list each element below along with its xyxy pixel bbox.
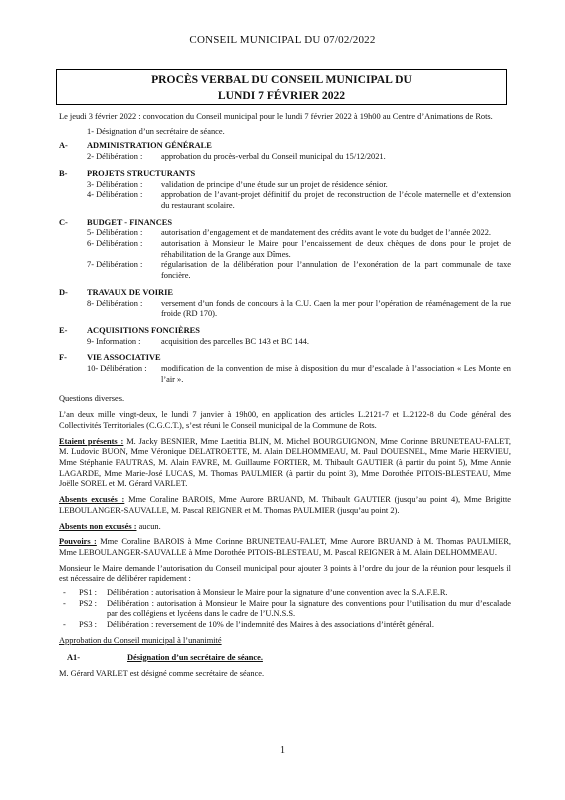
ps-item-text: Délibération : autorisation à Monsieur le Maire pour la signature des conventions pour l’utilisation du mur d’escalade par des collégiens et lycéens dans le cadre de l’U.N.S.S.	[107, 598, 511, 619]
section-title	[59, 353, 511, 364]
section-title-text: TRAVAUX DE VOIRIE	[87, 287, 173, 297]
pouvoirs-text: Mme Coraline BAROIS à Mme Corinne BRUNETEAU-FALET, Mme Aurore BRUAND à M. Thomas PAULMIER, Mme LEBOULANGER-SAUVALLE à Mme Dorothée PITOIS-BLESTEAU, M. Pascal REIGNER à M. Alain DELHOMMEAU.	[59, 537, 512, 557]
agenda-section	[59, 218, 511, 286]
pouvoirs-paragraph	[59, 537, 511, 558]
agenda-item	[87, 337, 511, 348]
ps-item-code: PS3 :	[79, 620, 97, 630]
approval-line: Approbation du Conseil municipal à l’unanimité	[59, 635, 222, 645]
section-title	[59, 169, 511, 180]
agenda-section	[59, 169, 511, 216]
secretary-line: M. Gérard VARLET est désigné comme secrétaire de séance.	[59, 669, 265, 679]
section-letter: C-	[59, 217, 68, 227]
section-spacer	[59, 163, 511, 167]
excuses-paragraph	[59, 495, 511, 516]
agenda-item-text: autorisation à Monsieur le Maire pour l’encaissement de deux chèques de dons pour le projet de réhabilitation de la Grange aux Dîmes.	[161, 239, 511, 259]
ps-item-dash: -	[63, 598, 66, 608]
a1-heading	[67, 653, 511, 664]
section-title-text: ACQUISITIONS FONCIÈRES	[87, 325, 200, 335]
agenda-item	[87, 299, 511, 320]
agenda-item	[87, 364, 511, 385]
agenda-item-label: 10- Délibération :	[87, 364, 147, 374]
presents-label: Etaient présents :	[59, 436, 124, 446]
presents-text: M. Jacky BESNIER, Mme Laetitia BLIN, M. Michel BOURGUIGNON, Mme Corinne BRUNETEAU-FALET, M. Ludovic BUON, Mme Véronique DELATROETTE, M. Alain DELHOMMEAU, M. Paul DOUESNEL, Mme Marie HERVIEU, Mme Stéphanie FAUTRAS, M. Alain FAVRE, M. Guillaume FORTIER, M. Thibault GAUTIER (à partir du point 5), Mme Annie LAGARDE, Mme Marie-José LUCAS, M. Thomas PAULMIER (à partir du point 3), Mme Dorothée PITOIS-BLESTEAU, Mme Joëlle SOREL et M. Gérard VARLET.	[59, 436, 511, 489]
ps-item	[59, 599, 511, 620]
agenda-item-label: 4- Délibération :	[87, 190, 143, 200]
agenda-item-text: versement d’un fonds de concours à la C.U. Caen la mer pour l’opération de réaménagement de la rue froide (RD 170).	[161, 298, 511, 319]
intro-paragraph: Le jeudi 3 février 2022 : convocation du Conseil municipal pour le lundi 7 février 2022 à 19h00 au Centre d’Animations de Rots.	[59, 112, 493, 121]
ps-item-code: PS2 :	[79, 598, 97, 608]
section-title-text: PROJETS STRUCTURANTS	[87, 168, 196, 178]
opening-paragraph: L’an deux mille vingt-deux, le lundi 7 janvier à 19h00, en application des articles L.2121-7 et L.2122-8 du Code général des Collectivités Territoriales (C.G.C.T.), s’est réuni le Conseil municipal de la Commune de Rots.	[59, 410, 511, 430]
agenda-sections	[59, 141, 511, 389]
page-number: 1	[280, 745, 285, 756]
ps-item-dash: -	[63, 620, 66, 630]
section-letter: B-	[59, 168, 68, 178]
ps-item	[59, 620, 511, 631]
non-excuses-text: aucun.	[136, 521, 161, 531]
agenda-item	[87, 180, 511, 191]
section-spacer	[59, 385, 511, 389]
section-letter: D-	[59, 287, 68, 297]
pouvoirs-label: Pouvoirs :	[59, 537, 97, 547]
ps-item	[59, 588, 511, 599]
page-header: CONSEIL MUNICIPAL DU 07/02/2022	[189, 34, 376, 46]
agenda-section	[59, 353, 511, 389]
agenda-item-label: 6- Délibération :	[87, 239, 143, 249]
section-letter: F-	[59, 353, 67, 363]
section-title	[59, 288, 511, 299]
title-line-2: LUNDI 7 FÉVRIER 2022	[217, 88, 346, 102]
a1-number: A1-	[67, 652, 81, 662]
agenda-item-label: 5- Délibération :	[87, 228, 143, 238]
section-title-text: VIE ASSOCIATIVE	[87, 353, 161, 363]
section-spacer	[59, 347, 511, 351]
agenda-item-label: 2- Délibération :	[87, 152, 143, 162]
title-line-1: PROCÈS VERBAL DU CONSEIL MUNICIPAL DU	[151, 73, 412, 86]
agenda-item	[87, 152, 511, 163]
section-title-text: ADMINISTRATION GÉNÉRALE	[87, 141, 212, 151]
title-box	[56, 69, 507, 105]
document-body	[59, 112, 511, 680]
agenda-section	[59, 326, 511, 351]
request-paragraph: Monsieur le Maire demande l’autorisation du Conseil municipal pour ajouter 3 points à l’ordre du jour de la réunion pour lesquels il est nécessaire de délibérer rapidement :	[59, 563, 511, 584]
agenda-section	[59, 141, 511, 166]
section-title	[59, 141, 511, 152]
a1-title: Désignation d’un secrétaire de séance.	[127, 652, 263, 662]
agenda-item	[87, 239, 511, 260]
section-spacer	[59, 320, 511, 324]
ps-list	[59, 588, 511, 631]
agenda-item-text: acquisition des parcelles BC 143 et BC 144.	[161, 336, 309, 346]
excuses-label: Absents excusés :	[59, 495, 125, 505]
agenda-section	[59, 288, 511, 324]
section-title-text: BUDGET - FINANCES	[87, 217, 173, 227]
agenda-item	[87, 260, 511, 281]
agenda-item	[87, 190, 511, 211]
agenda-item-text: modification de la convention de mise à disposition du mur d’escalade à l’association « Les Monte en l’air ».	[161, 364, 511, 384]
ps-item-code: PS1 :	[79, 588, 97, 598]
agenda-item-text: autorisation d’engagement et de mandatement des crédits avant le vote du budget de l’année 2022.	[161, 228, 491, 238]
agenda-item-text: approbation de l’avant-projet définitif du projet de reconstruction de l’école maternelle et d’extension du restaurant scolaire.	[161, 190, 511, 210]
questions-diverses: Questions diverses.	[59, 394, 125, 404]
section-title	[59, 218, 511, 229]
presents-paragraph	[59, 437, 511, 491]
section-letter: E-	[59, 325, 68, 335]
section-spacer	[59, 282, 511, 286]
section-letter: A-	[59, 141, 68, 151]
section-spacer	[59, 212, 511, 216]
agenda-item-text: validation de principe d’une étude sur un projet de résidence sénior.	[161, 179, 388, 189]
agenda-item-text: régularisation de la délibération pour l’annulation de l’exonération de la part communale de taxe foncière.	[161, 260, 511, 281]
agenda-item	[87, 228, 511, 239]
agenda-item-1: 1- Désignation d’un secrétaire de séance.	[87, 126, 225, 136]
ps-item-text: Délibération : reversement de 10% de l’indemnité des Maires à des associations d’intérêt général.	[107, 620, 434, 630]
ps-item-text: Délibération : autorisation à Monsieur le Maire pour la signature d’une convention avec la S.A.F.E.R.	[107, 588, 448, 598]
non-excuses-paragraph	[59, 522, 511, 533]
section-title	[59, 326, 511, 337]
agenda-item-text: approbation du procès-verbal du Conseil municipal du 15/12/2021.	[161, 152, 386, 162]
ps-item-dash: -	[63, 588, 66, 598]
agenda-item-label: 3- Délibération :	[87, 179, 143, 189]
excuses-text: Mme Coraline BAROIS, Mme Aurore BRUAND, M. Thibault GAUTIER (jusqu’au point 4), Mme Brigitte LEBOULANGER-SAUVALLE, M. Pascal REIGNER et M. Thomas PAULMIER (jusqu’au point 2).	[59, 495, 511, 515]
agenda-item-label: 7- Délibération :	[87, 260, 143, 270]
agenda-item-label: 9- Information :	[87, 336, 141, 346]
agenda-item-label: 8- Délibération :	[87, 298, 143, 308]
non-excuses-label: Absents non excusés :	[59, 521, 137, 531]
